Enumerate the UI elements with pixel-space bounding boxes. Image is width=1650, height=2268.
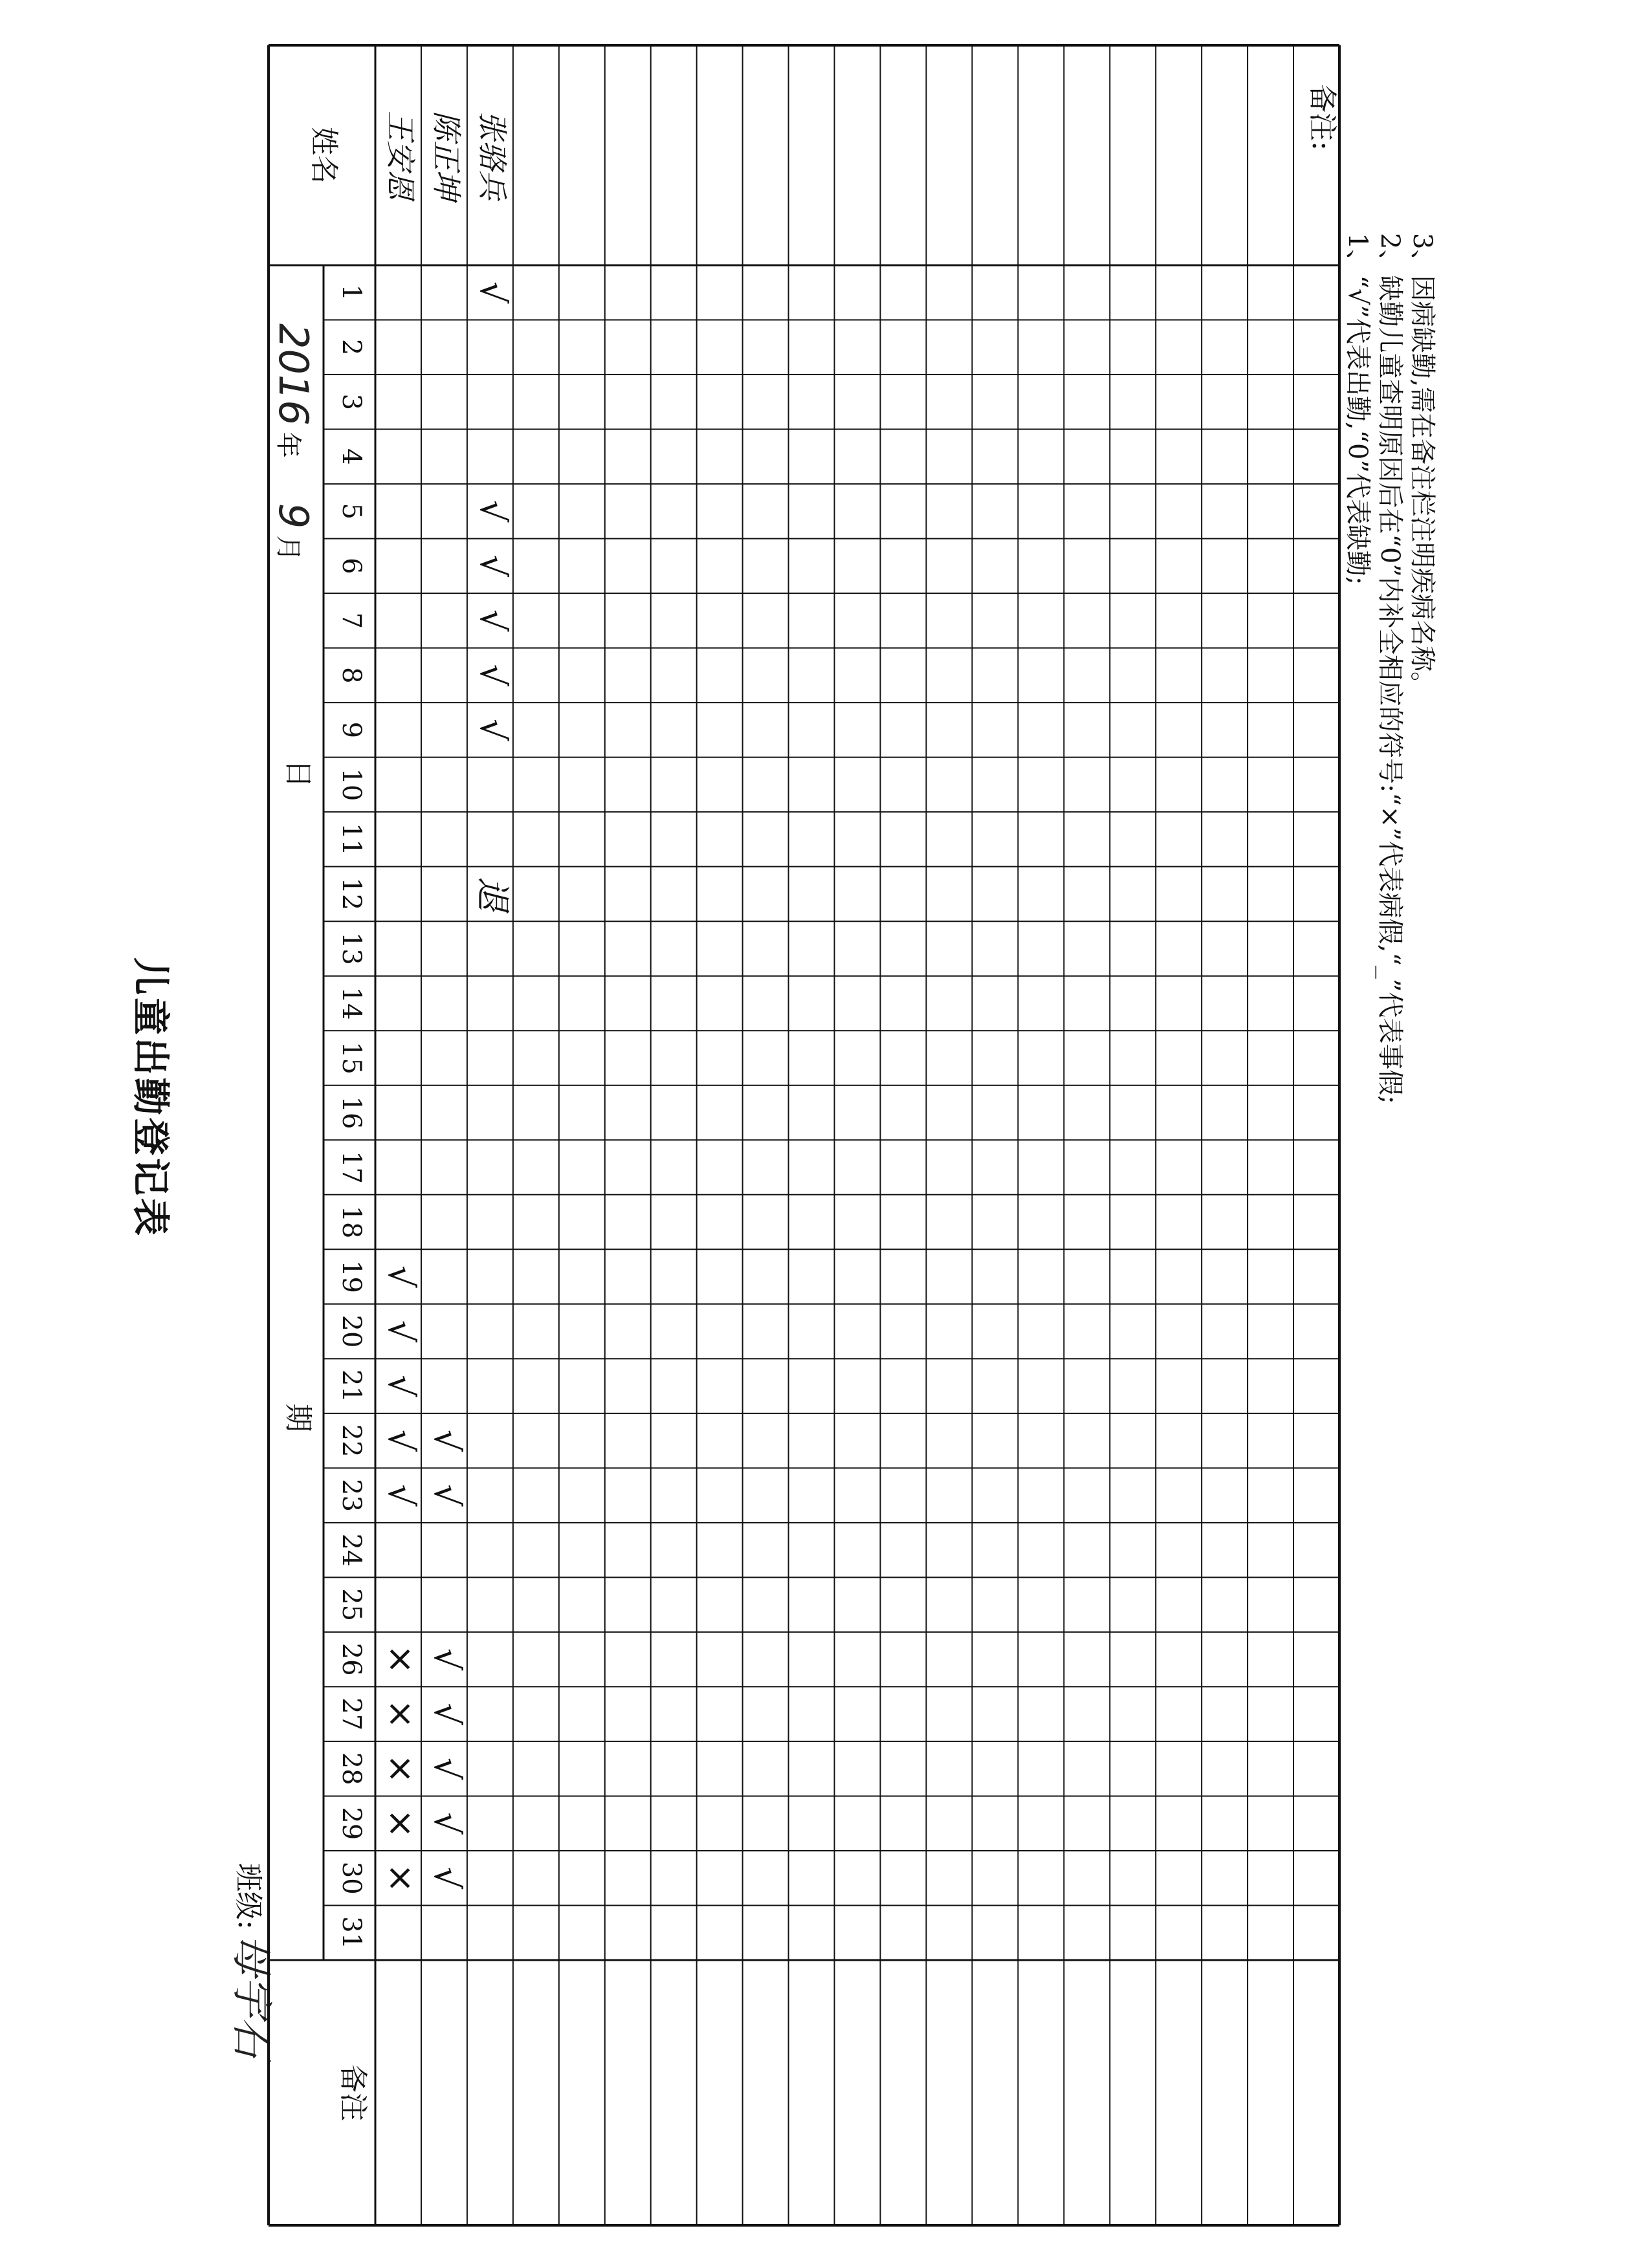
attendance-mark: √ <box>426 1812 467 1835</box>
attendance-mark: √ <box>472 664 513 687</box>
attendance-mark: √ <box>380 1484 421 1507</box>
day-number-30: 30 <box>336 1861 366 1895</box>
day-number-17: 17 <box>336 1151 366 1184</box>
student-name-3: 张骆兵 <box>474 111 510 200</box>
attendance-mark: × <box>380 1754 421 1783</box>
student-name-1: 王安恩 <box>382 111 418 200</box>
attendance-mark: √ <box>426 1429 467 1452</box>
attendance-mark: √ <box>472 554 513 578</box>
day-number-9: 9 <box>336 721 366 739</box>
form-title: 儿童出勤登记表 <box>129 957 173 1239</box>
month-suffix: 月 <box>273 535 303 562</box>
day-number-22: 22 <box>336 1424 366 1457</box>
attendance-mark: √ <box>380 1429 421 1452</box>
class-value: 母宇石 <box>227 1934 275 2058</box>
attendance-mark: √ <box>472 500 513 523</box>
day-number-8: 8 <box>336 667 366 684</box>
attendance-mark: √ <box>472 281 513 304</box>
day-number-20: 20 <box>336 1314 366 1348</box>
attendance-mark: √ <box>426 1703 467 1725</box>
note-line-3: 3、因病缺勤,需在备注栏注明疾病名称。 <box>1407 233 1437 698</box>
day-number-12: 12 <box>336 877 366 911</box>
day-number-29: 29 <box>336 1807 366 1840</box>
attendance-mark: × <box>380 1699 421 1729</box>
day-number-19: 19 <box>336 1260 366 1294</box>
day-number-10: 10 <box>336 768 366 801</box>
attendance-mark: × <box>380 1809 421 1838</box>
attendance-mark: √ <box>472 719 513 741</box>
day-number-2: 2 <box>336 339 366 356</box>
day-number-4: 4 <box>336 448 366 465</box>
year-value: 2016 <box>270 323 317 426</box>
day-number-7: 7 <box>336 612 366 629</box>
table-texts <box>281 111 513 2121</box>
attendance-mark: √ <box>380 1265 421 1288</box>
day-number-18: 18 <box>336 1205 366 1239</box>
table-grid <box>269 45 1339 2225</box>
day-number-11: 11 <box>336 822 366 856</box>
day-number-21: 21 <box>336 1369 366 1403</box>
date-header-left: 日 <box>281 759 314 788</box>
day-number-14: 14 <box>336 987 366 1020</box>
day-number-25: 25 <box>336 1588 366 1622</box>
day-number-5: 5 <box>336 503 366 520</box>
note-line-1: 1、“√”代表出勤,“0”代表缺勤; <box>1343 233 1372 585</box>
date-header-right: 期 <box>281 1403 314 1432</box>
attendance-mark: √ <box>426 1648 467 1671</box>
remarks-header: 备注 <box>336 2064 369 2121</box>
day-number-3: 3 <box>336 393 366 411</box>
month-value: 9 <box>270 503 317 529</box>
day-number-1: 1 <box>336 284 366 301</box>
attendance-mark: √ <box>380 1320 421 1343</box>
attendance-mark: √ <box>426 1757 467 1780</box>
attendance-mark: √ <box>380 1375 421 1397</box>
attendance-mark: × <box>380 1644 421 1674</box>
note-line-2: 2、缺勤儿童查明原因后在“0”内补全相应的符号:“×”代表病假,“_”代表事假; <box>1375 233 1405 1104</box>
attendance-mark: √ <box>472 609 513 632</box>
year-suffix: 年 <box>273 431 303 458</box>
day-number-28: 28 <box>336 1752 366 1785</box>
notes-label: 备注: <box>1306 84 1339 151</box>
day-number-23: 23 <box>336 1479 366 1512</box>
name-header: 姓名 <box>307 127 340 184</box>
day-number-24: 24 <box>336 1533 366 1567</box>
day-number-26: 26 <box>336 1642 366 1676</box>
class-label: 班级: <box>232 1863 265 1930</box>
day-number-31: 31 <box>336 1916 366 1950</box>
attendance-mark: × <box>380 1863 421 1893</box>
day-number-16: 16 <box>336 1096 366 1129</box>
day-number-15: 15 <box>336 1041 366 1074</box>
student-name-2: 陈正坤 <box>428 111 464 200</box>
attendance-mark: √ <box>426 1867 467 1890</box>
attendance-mark: 退 <box>472 876 513 911</box>
day-number-13: 13 <box>336 932 366 965</box>
day-number-6: 6 <box>336 558 366 574</box>
attendance-mark: √ <box>426 1484 467 1507</box>
day-number-27: 27 <box>336 1697 366 1731</box>
